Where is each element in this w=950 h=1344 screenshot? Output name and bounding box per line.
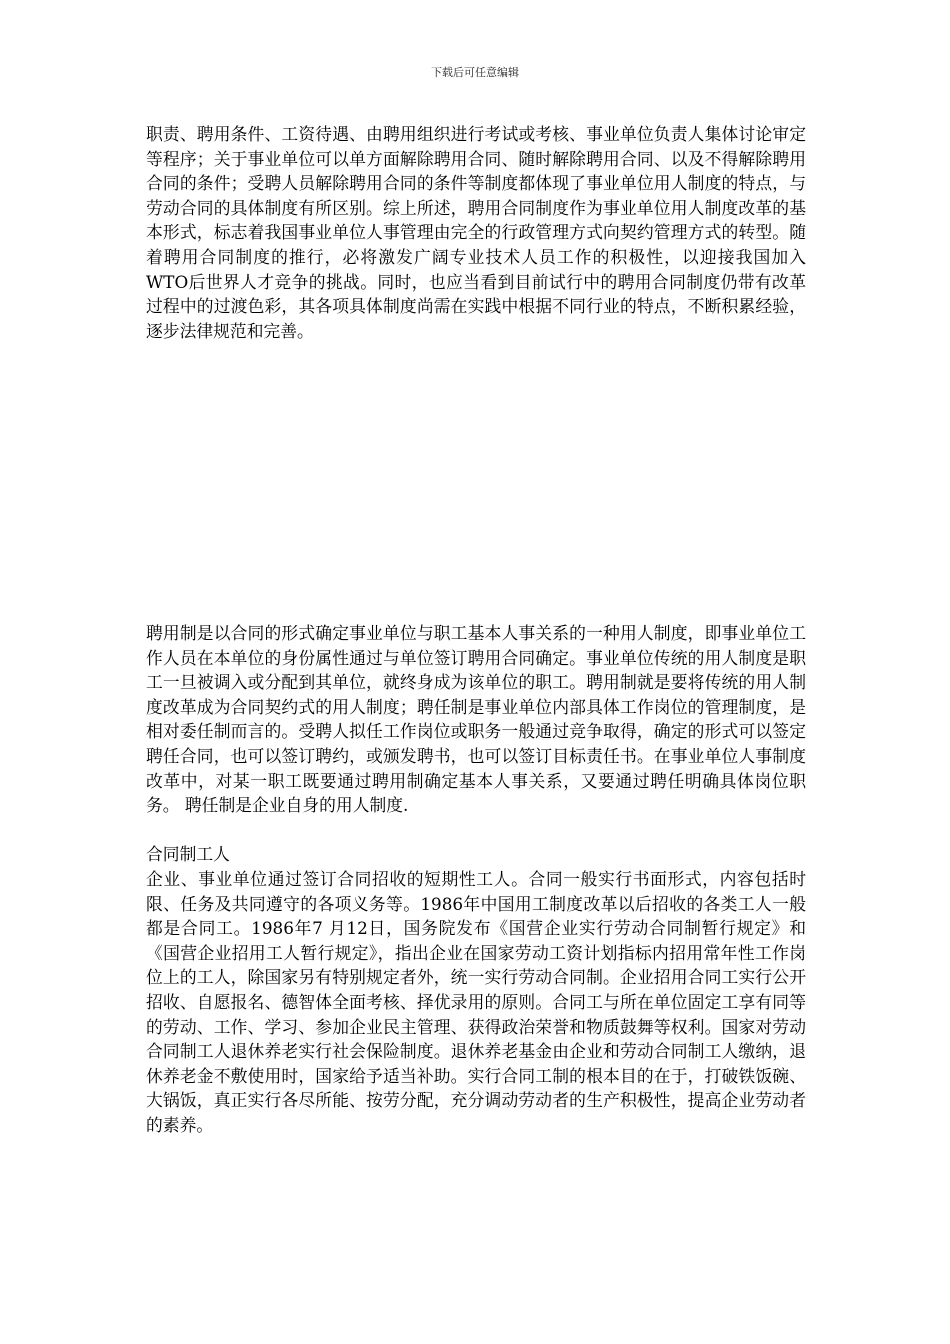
- body-paragraph-1: 职责、聘用条件、工资待遇、由聘用组织进行考试或考核、事业单位负责人集体讨论审定等程序；关于事业单位可以单方面解除聘用合同、随时解除聘用合同、以及不得解除聘用合同的条件；受聘人员解除聘用合同的条件等制度都体现了事业单位用人制度的特点，与劳动合同的具体制度有所区别。综上所述，聘用合同制度作为事业单位用人制度改革的基本形式，标志着我国事业单位人事管理由完全的行政管理方式向契约管理方式的转型。随着聘用合同制度的推行，必将激发广阔专业技术人员工作的积极性，以迎接我国加入WTO后世界人才竞争的挑战。同时，也应当看到目前试行中的聘用合同制度仍带有改革过程中的过渡色彩，其各项具体制度尚需在实践中根据不同行业的特点，不断积累经验，逐步法律规范和完善。: [146, 124, 806, 341]
- page-header: 下载后可任意编辑: [431, 66, 519, 79]
- body-paragraph-2: 聘用制是以合同的形式确定事业单位与职工基本人事关系的一种用人制度，即事业单位工作人员在本单位的身份属性通过与单位签订聘用合同确定。事业单位传统的用人制度是职工一旦被调入或分配到其单位，就终身成为该单位的职工。聘用制就是要将传统的用人制度改革成为合同契约式的用人制度；聘任制是事业单位内部具体工作岗位的管理制度，是相对委任制而言的。受聘人拟任工作岗位或职务一般通过竞争取得，确定的形式可以签定聘任合同，也可以签订聘约，或颁发聘书，也可以签订目标责任书。在事业单位人事制度改革中，对某一职工既要通过聘用制确定基本人事关系，又要通过聘任明确具体岗位职务。 聘任制是企业自身的用人制度.: [146, 623, 806, 816]
- body-paragraph-3: 企业、事业单位通过签订合同招收的短期性工人。合同一般实行书面形式，内容包括时限、任务及共同遵守的各项义务等。1986年中国用工制度改革以后招收的各类工人一般都是合同工。1986年7 月12日，国务院发布《国营企业实行劳动合同制暂行规定》和《国营企业招用工人暂行规定》，指出企业在国家劳动工资计划指标内招用常年性工作岗位上的工人，除国家另有特别规定者外，统一实行劳动合同制。企业招用合同工实行公开招收、自愿报名、德智体全面考核、择优录用的原则。合同工与所在单位固定工享有同等的劳动、工作、学习、参加企业民主管理、获得政治荣誉和物质鼓舞等权利。国家对劳动合同制工人退休养老实行社会保险制度。退休养老基金由企业和劳动合同制工人缴纳，退休养老金不敷使用时，国家给予适当补助。实行合同工制的根本目的在于，打破铁饭碗、大锅饭，真正实行各尽所能、按劳分配，充分调动劳动者的生产积极性，提高企业劳动者的素养。: [146, 869, 806, 1135]
- section-heading: 合同制工人: [146, 844, 230, 864]
